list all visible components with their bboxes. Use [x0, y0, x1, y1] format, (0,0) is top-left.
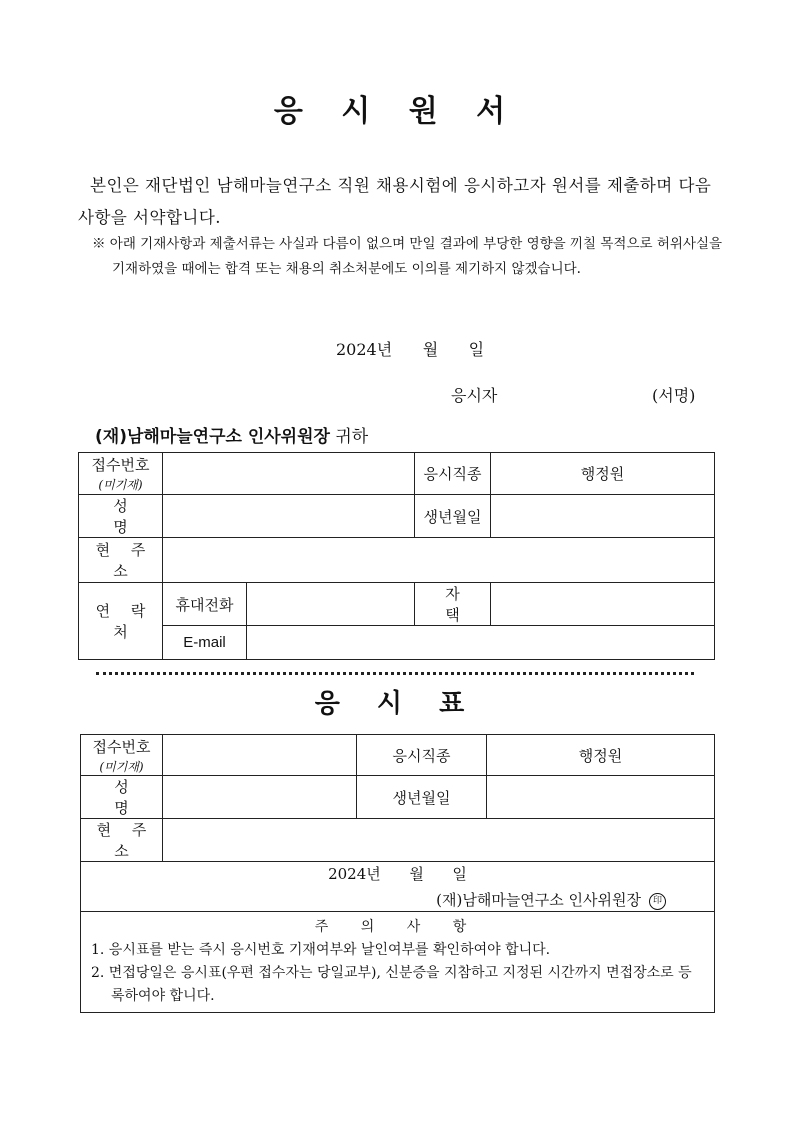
notes-title: 주 의 사 항 — [314, 919, 481, 935]
applicant-label: 응시자 — [451, 386, 498, 405]
receipt-number-note: (미기재) — [98, 478, 143, 492]
home-phone-label: 자 택 — [415, 583, 491, 626]
ticket-issuer: (재)남해마늘연구소 인사위원장 — [436, 891, 641, 909]
notice-paragraph: ※ 아래 기재사항과 제출서류는 사실과 다름이 없으며 만일 결과에 부당한 영향을 끼칠 목적으로 허위사실을 기재하였을 때에는 합격 또는 채용의 취소처분에도 이의를 제기하지 않겠습니다. — [92, 236, 723, 277]
email-label: E-mail — [163, 626, 247, 660]
ticket-date: 2024년 월 일 — [328, 865, 467, 883]
address-field[interactable] — [163, 538, 715, 583]
ticket-name-field[interactable] — [163, 776, 357, 819]
mobile-field[interactable] — [247, 583, 415, 626]
ticket-date-issuer — [81, 862, 715, 912]
name-label: 성 명 — [79, 495, 163, 538]
addressee-name: (재)남해마늘연구소 인사위원장 — [95, 427, 330, 447]
ticket-address-field[interactable] — [163, 819, 715, 862]
cut-line — [96, 672, 694, 675]
ticket-receipt-number-field[interactable] — [163, 735, 357, 776]
note-item: 2. 면접당일은 응시표(우편 접수자는 당일교부), 신분증을 지참하고 지정된 시간까지 면접장소로 등록하여야 합니다. — [91, 965, 692, 1004]
ticket-job-type-value: 행정원 — [487, 735, 715, 776]
ticket-birth-date-label: 생년월일 — [357, 776, 487, 819]
ticket-address-label: 현 주 소 — [81, 819, 163, 862]
ticket-job-type-label: 응시직종 — [357, 735, 487, 776]
addressee-suffix: 귀하 — [329, 427, 369, 447]
name-field[interactable] — [163, 495, 415, 538]
ticket-receipt-number-label: 접수번호 (미기재) — [81, 735, 163, 776]
application-date: 2024년 월 일 — [336, 340, 485, 359]
signature-label: (서명) — [652, 386, 696, 405]
ticket-birth-date-field[interactable] — [487, 776, 715, 819]
birth-date-field[interactable] — [491, 495, 715, 538]
mobile-label: 휴대전화 — [163, 583, 247, 626]
email-field[interactable] — [247, 626, 715, 660]
ticket-notes — [81, 912, 715, 1013]
ticket-issuer-line — [81, 889, 714, 910]
contact-label: 연 락 처 — [79, 583, 163, 660]
page-title: 응 시 원 서 — [273, 94, 520, 129]
addressee — [95, 422, 368, 447]
job-type-label: 응시직종 — [415, 453, 491, 495]
ticket-title: 응 시 표 — [314, 689, 479, 719]
seal-icon: 印 — [649, 893, 666, 910]
home-phone-field[interactable] — [491, 583, 715, 626]
receipt-number-label: 접수번호 (미기재) — [79, 453, 163, 495]
exam-ticket-table — [80, 734, 715, 1013]
intro-paragraph: 본인은 재단법인 남해마늘연구소 직원 채용시험에 응시하고자 원서를 제출하며 다음 사항을 서약합니다. — [78, 176, 712, 227]
ticket-receipt-number-note: (미기재) — [99, 759, 144, 774]
job-type-value: 행정원 — [491, 453, 715, 495]
application-form-table — [78, 452, 715, 660]
receipt-number-field[interactable] — [163, 453, 415, 495]
ticket-name-label: 성 명 — [81, 776, 163, 819]
note-item: 1. 응시표를 받는 즉시 응시번호 기재여부와 날인여부를 확인하여야 합니다. — [91, 942, 551, 958]
address-label: 현 주 소 — [79, 538, 163, 583]
birth-date-label: 생년월일 — [415, 495, 491, 538]
